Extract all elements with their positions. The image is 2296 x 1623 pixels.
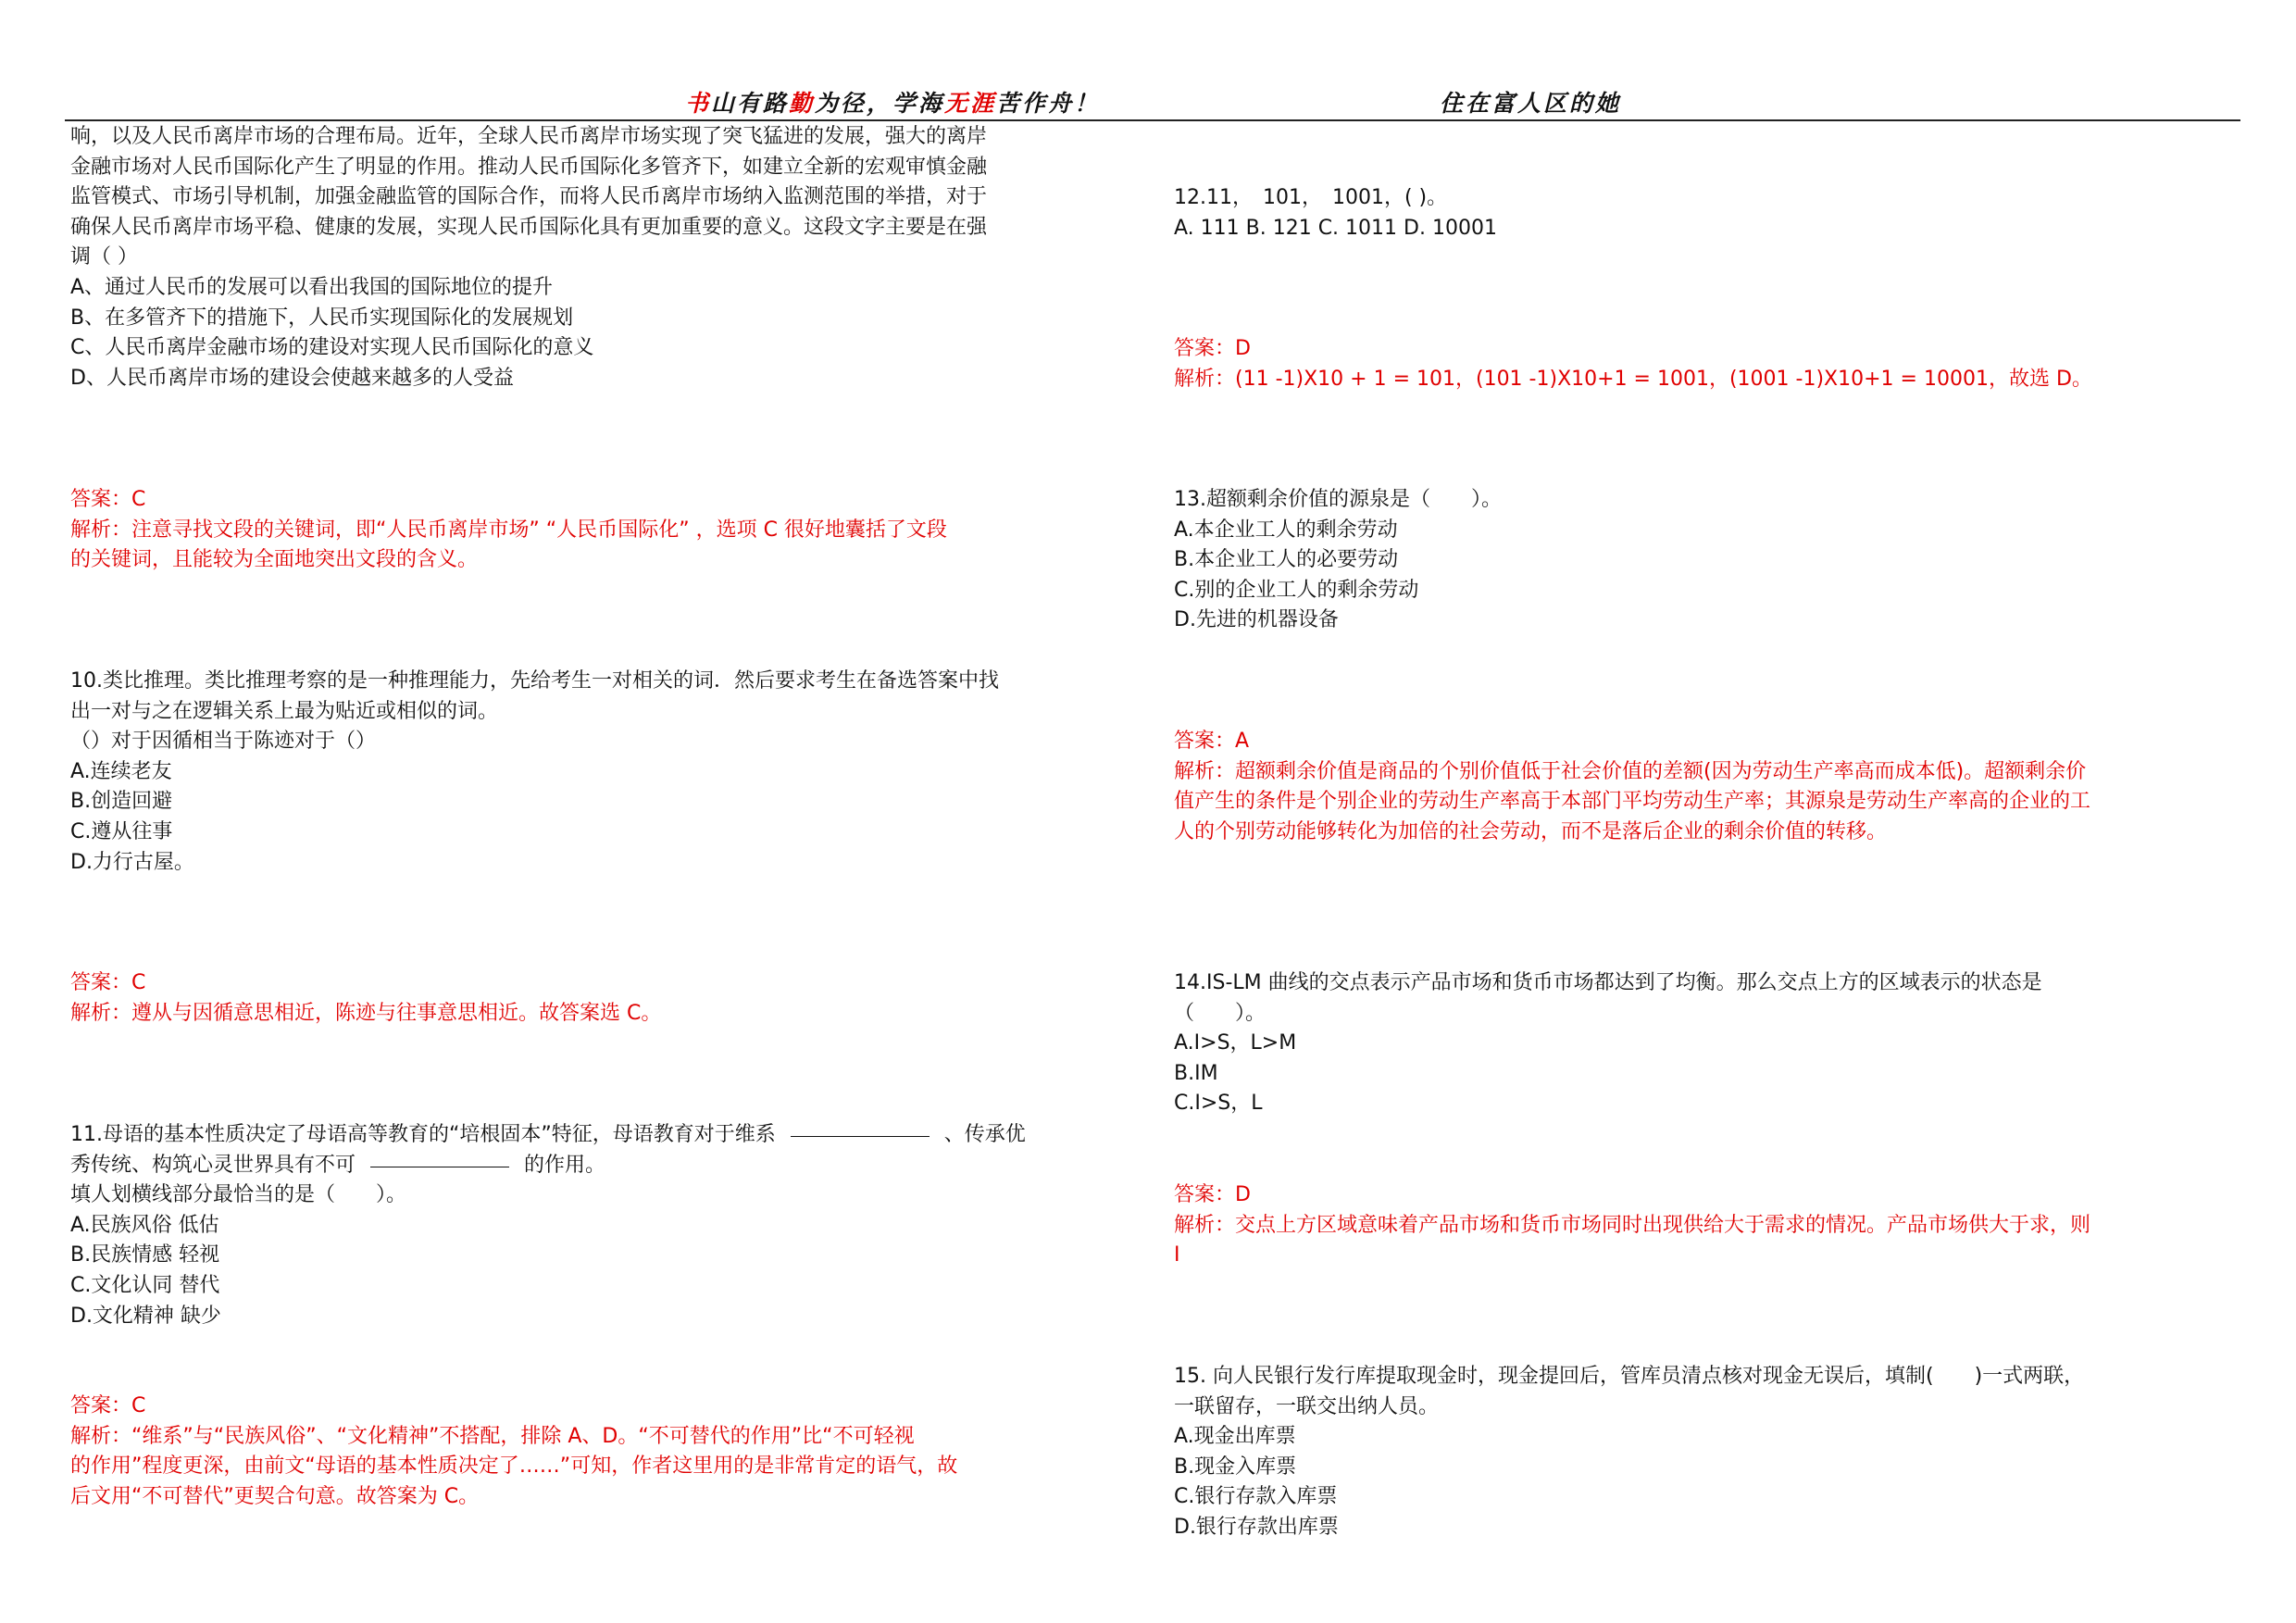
text-line: 一联留存，一联交出纳人员。 <box>1174 1394 1440 1418</box>
motto-part: 山有路 <box>711 90 790 117</box>
question-15 <box>1174 1362 2239 1543</box>
question-13 <box>1174 485 2239 636</box>
option: A.I>S，L>M <box>1174 1031 1297 1055</box>
text-line <box>70 1151 1135 1181</box>
text-line <box>70 1120 1135 1151</box>
text-line: （ ）。 <box>1174 1001 1267 1025</box>
question-9-answer <box>70 485 1135 576</box>
text-line: （）对于因循相当于陈迹对于（） <box>70 730 377 754</box>
text-segment: 、传承优 <box>943 1123 1026 1146</box>
text-line: 填人划横线部分最恰当的是（ ）。 <box>70 1183 407 1207</box>
header-motto <box>685 85 1100 119</box>
question-10 <box>70 667 1135 878</box>
analysis-line: 后文用“不可替代”更契合句意。故答案为 C。 <box>70 1484 480 1508</box>
motto-part: 苦作舟！ <box>996 90 1101 117</box>
answer-label: 答案：D <box>1174 1183 1251 1206</box>
option: C.别的企业工人的剩余劳动 <box>1174 578 1419 602</box>
question-10-answer <box>70 968 1135 1029</box>
option: B.创造回避 <box>70 790 173 814</box>
answer-label: 答案：C <box>70 1394 146 1417</box>
option: B.现金入库票 <box>1174 1454 1297 1479</box>
text-line: 调（ ） <box>70 245 138 269</box>
analysis-line: 解析：超额剩余价值是商品的个别价值低于社会价值的差额(因为劳动生产率高而成本低)。超额剩余价 <box>1174 759 2087 783</box>
text-line: 监管模式、市场引导机制，加强金融监管的国际合作，而将人民币离岸市场纳入监测范围的举措，对于 <box>70 185 988 209</box>
question-14-answer <box>1174 1180 2239 1271</box>
motto-part: 为径，学海 <box>815 90 945 117</box>
text-line: A. 111 B. 121 C. 1011 D. 10001 <box>1174 216 1497 240</box>
analysis-line: 的作用”程度更深，由前文“母语的基本性质决定了……”可知，作者这里用的是非常肯定的语气，故 <box>70 1454 958 1479</box>
answer-label: 答案：C <box>70 971 146 994</box>
question-11-answer <box>70 1392 1135 1512</box>
option: B.民族情感 轻视 <box>70 1243 220 1267</box>
option: D.银行存款出库票 <box>1174 1515 1339 1539</box>
question-14 <box>1174 968 2239 1119</box>
text-line: 金融市场对人民币国际化产生了明显的作用。推动人民币国际化多管齐下，如建立全新的宏观审慎金融 <box>70 155 988 179</box>
text-line: 13.超额剩余价值的源泉是（ ）。 <box>1174 488 1502 511</box>
question-12-answer <box>1174 334 2239 394</box>
answer-label: 答案：C <box>70 488 146 511</box>
motto-part: 勤 <box>789 90 816 117</box>
option: B.IM <box>1174 1061 1218 1085</box>
answer-label: 答案：A <box>1174 730 1250 753</box>
analysis-line: 的关键词，且能较为全面地突出文段的含义。 <box>70 548 479 572</box>
option: B.本企业工人的必要劳动 <box>1174 548 1399 572</box>
option: A.民族风俗 低估 <box>70 1213 219 1237</box>
analysis-line: 解析：遵从与因循意思相近，陈迹与往事意思相近。故答案选 C。 <box>70 1001 662 1025</box>
text-line: 10.类比推理。类比推理考察的是一种推理能力，先给考生一对相关的词．然后要求考生在备选答案中找 <box>70 669 999 693</box>
text-line: 出一对与之在逻辑关系上最为贴近或相似的词。 <box>70 699 499 723</box>
analysis-line: 解析：“维系”与“民族风俗”、“文化精神”不搭配，排除 A、D。“不可替代的作用”比“不可轻视 <box>70 1424 915 1448</box>
option: A.连续老友 <box>70 759 172 783</box>
analysis-line: I <box>1174 1243 1180 1267</box>
analysis-line: 解析：(11 -1)X10 + 1 = 101，(101 -1)X10+1 = 1001，(1001 -1)X10+1 = 10001，故选 D。 <box>1174 367 2092 391</box>
fill-blank-1 <box>791 1136 930 1137</box>
answer-label: 答案：D <box>1174 337 1251 360</box>
option: B、在多管齐下的措施下，人民币实现国际化的发展规划 <box>70 306 574 330</box>
page-header <box>65 0 2240 121</box>
option: A.现金出库票 <box>1174 1425 1296 1449</box>
question-13-answer <box>1174 727 2239 847</box>
question-9-text <box>70 122 1135 393</box>
option: D、人民币离岸市场的建设会使越来越多的人受益 <box>70 366 514 390</box>
text-line: 确保人民币离岸市场平稳、健康的发展，实现人民币国际化具有更加重要的意义。这段文字主要是在强 <box>70 215 988 239</box>
analysis-line: 解析：注意寻找文段的关键词，即“人民币离岸市场” “人民币国际化” ，选项 C 很好地囊括了文段 <box>70 518 947 542</box>
option: D.力行古屋。 <box>70 850 194 874</box>
option: C.文化认同 替代 <box>70 1273 220 1297</box>
analysis-line: 值产生的条件是个别企业的劳动生产率高于本部门平均劳动生产率；其源泉是劳动生产率高的企业的工 <box>1174 790 2091 814</box>
question-11 <box>70 1120 1135 1331</box>
text-segment: 11.母语的基本性质决定了母语高等教育的“培根固本”特征，母语教育对于维系 <box>70 1123 776 1146</box>
option: C.I>S，L <box>1174 1092 1263 1116</box>
motto-part: 无涯 <box>944 90 997 117</box>
question-12 <box>1174 183 2239 243</box>
header-author: 住在富人区的她 <box>1440 90 1622 117</box>
text-line: 响，以及人民币离岸市场的合理布局。近年，全球人民币离岸市场实现了突飞猛进的发展，强大的离岸 <box>70 125 988 148</box>
option: D.先进的机器设备 <box>1174 608 1339 632</box>
analysis-line: 解析：交点上方区域意味着产品市场和货币市场同时出现供给大于需求的情况。产品市场供大于求，则 <box>1174 1213 2091 1237</box>
option: A、通过人民币的发展可以看出我国的国际地位的提升 <box>70 275 554 299</box>
option: C.遵从往事 <box>70 819 173 843</box>
option: A.本企业工人的剩余劳动 <box>1174 518 1398 542</box>
text-line: 12.11， 101， 1001，( )。 <box>1174 186 1448 209</box>
analysis-line: 人的个别劳动能够转化为加倍的社会劳动，而不是落后企业的剩余价值的转移。 <box>1174 819 1888 843</box>
text-segment: 秀传统、构筑心灵世界具有不可 <box>70 1153 356 1177</box>
option: C、人民币离岸金融市场的建设对实现人民币国际化的意义 <box>70 336 594 360</box>
option: D.文化精神 缺少 <box>70 1304 221 1328</box>
text-segment: 的作用。 <box>524 1153 606 1177</box>
option: C.银行存款入库票 <box>1174 1485 1338 1509</box>
motto-part: 书 <box>685 90 712 117</box>
text-line: 14.IS-LM 曲线的交点表示产品市场和货币市场都达到了均衡。那么交点上方的区域表示的状态是 <box>1174 971 2042 994</box>
text-line: 15. 向人民银行发行库提取现金时，现金提回后，管库员清点核对现金无误后，填制( )一式两联， <box>1174 1365 2085 1388</box>
